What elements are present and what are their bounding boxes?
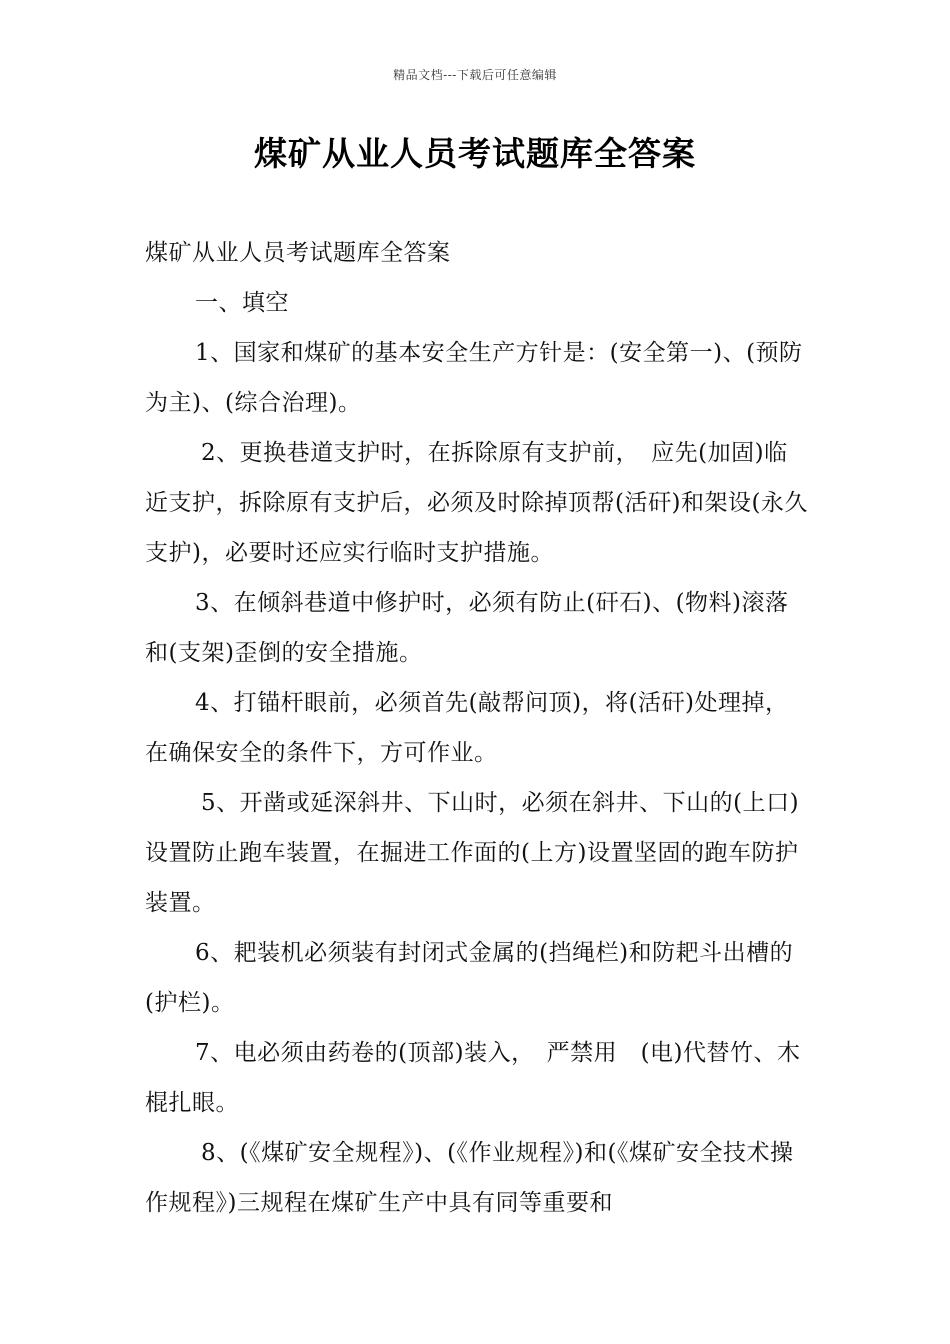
paragraph-3: 3、在倾斜巷道中修护时，必须有防止(矸石)、(物料)滚落和(支架)歪倒的安全措施。: [145, 590, 789, 666]
document-body: [145, 228, 810, 1228]
paragraph-8: 8、(《煤矿安全规程》)、(《作业规程》)和(《煤矿安全技术操作规程》)三规程在煤矿生产中具有同等重要和: [145, 1140, 794, 1216]
paragraph-7: 7、电必须由药卷的(顶部)装入， 严禁用 (电)代替竹、木棍扎眼。: [145, 1040, 801, 1116]
paragraph-2: 2、更换巷道支护时，在拆除原有支护前， 应先(加固)临近支护，拆除原有支护后，必须及时除掉顶帮(活矸)和架设(永久支护)，必要时还应实行临时支护措施。: [145, 440, 808, 566]
document-title: 煤矿从业人员考试题库全答案: [254, 134, 696, 173]
paragraph-5: 5、开凿或延深斜井、下山时，必须在斜井、下山的(上口)设置防止跑车装置，在掘进工作面的(上方)设置坚固的跑车防护装置。: [145, 790, 800, 916]
section-heading: 一、填空: [195, 290, 289, 316]
document-subtitle: 煤矿从业人员考试题库全答案: [145, 240, 451, 266]
paragraph-4: 4、打锚杆眼前，必须首先(敲帮问顶)，将(活矸)处理掉，在确保安全的条件下，方可作业。: [145, 690, 789, 766]
paragraph-1: 1、国家和煤矿的基本安全生产方针是：(安全第一)、(预防为主)、(综合治理)。: [145, 340, 803, 416]
paragraph-6: 6、耙装机必须装有封闭式金属的(挡绳栏)和防耙斗出槽的(护栏)。: [145, 940, 794, 1016]
header-note: 精品文档---下载后可任意编辑: [393, 68, 557, 82]
